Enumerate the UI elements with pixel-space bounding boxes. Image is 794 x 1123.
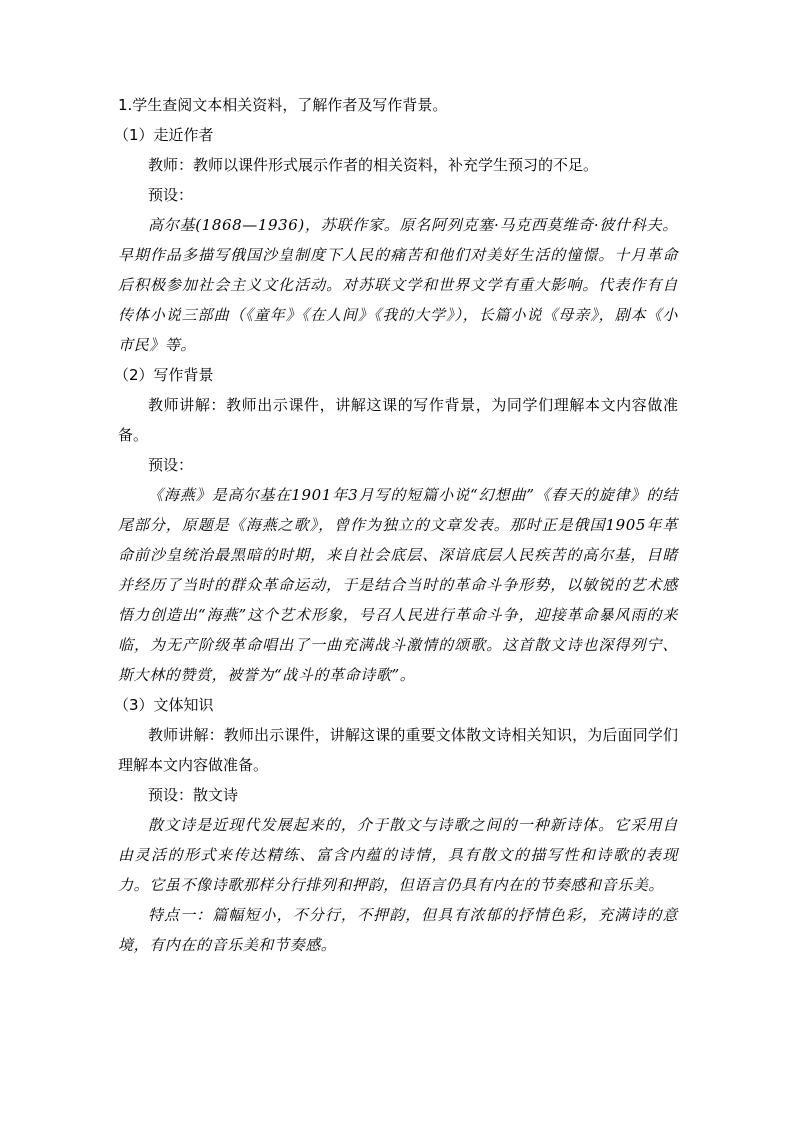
- section3-preset-label: 预设：散文诗: [148, 786, 239, 804]
- section2-heading: （2）写作背景: [114, 366, 214, 384]
- section2-content: 《海燕》是高尔基在1901年3月写的短篇小说“幻想曲”《春天的旋律》的结尾部分，原题是《海燕之歌》，曾作为独立的文章发表。那时正是俄国1905年革命前沙皇统治最黑暗的时期，来自社会底层、深谙底层人民疾苦的高尔基，目睹并经历了当时的群众革命运动，于是结合当时的革命斗争形势，以敏锐的艺术感悟力创造出“海燕”这个艺术形象，号召人民进行革命斗争，迎接革命暴风雨的来临，为无产阶级革命唱出了一曲充满战斗激情的颂歌。这首散文诗也深得列宁、斯大林的赞赏，被誉为“战斗的革命诗歌”。: [118, 486, 678, 684]
- section3-heading: （3）文体知识: [114, 696, 214, 714]
- document-page: [114, 90, 678, 960]
- section1-teacher-text: 教师：教师以课件形式展示作者的相关资料，补充学生预习的不足。: [148, 156, 599, 174]
- section2-preset-label: 预设：: [148, 456, 194, 474]
- section2-teacher-text: 教师讲解：教师出示课件，讲解这课的写作背景，为同学们理解本文内容做准备。: [118, 396, 678, 444]
- section3-content: 散文诗是近现代发展起来的，介于散文与诗歌之间的一种新诗体。它采用自由灵活的形式来传达精练、富含内蕴的诗情，具有散文的描写性和诗歌的表现力。它虽不像诗歌那样分行排列和押韵，但语言仍具有内在的节奏感和音乐美。: [118, 816, 678, 894]
- section3-teacher-text: 教师讲解：教师出示课件，讲解这课的重要文体散文诗相关知识，为后面同学们理解本文内容做准备。: [118, 726, 678, 774]
- section3-feature1: 特点一：篇幅短小，不分行，不押韵，但具有浓郁的抒情色彩，充满诗的意境，有内在的音乐美和节奏感。: [118, 906, 678, 954]
- section1-content: 高尔基(1868—1936)，苏联作家。原名阿列克塞·马克西莫维奇·彼什科夫。早期作品多描写俄国沙皇制度下人民的痛苦和他们对美好生活的憧憬。十月革命后积极参加社会主义文化活动。对苏联文学和世界文学有重大影响。代表作有自传体小说三部曲（《童年》《在人间》《我的大学》），长篇小说《母亲》，剧本《小市民》等。: [118, 216, 678, 354]
- item1-title: 1.学生查阅文本相关资料，了解作者及写作背景。: [118, 96, 448, 114]
- section1-heading: （1）走近作者: [114, 126, 214, 144]
- section1-preset-label: 预设：: [148, 186, 194, 204]
